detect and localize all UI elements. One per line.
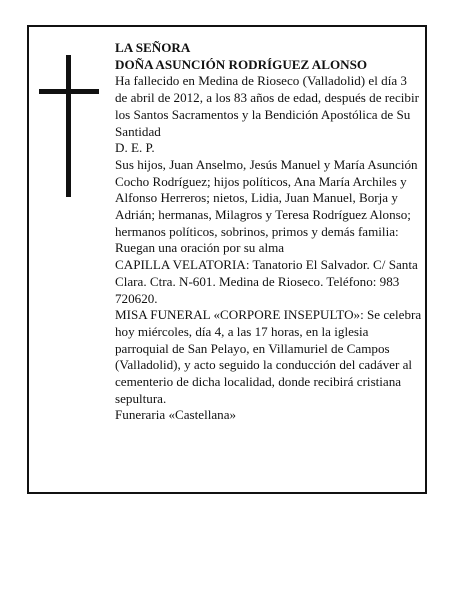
chapel-label: CAPILLA VELATORIA: <box>115 257 250 273</box>
cross-icon <box>39 55 99 197</box>
mass-info <box>115 307 422 407</box>
announcement: Ha fallecido en Medina de Rioseco (Valladolid) el día 3 de abril de 2012, a los 83 años de edad, después de recibir los Santos Sacramentos y la Bendición Apostólica de Su Santidad <box>115 73 419 139</box>
mass-text: Se celebra hoy miércoles, día 4, a las 17 horas, en la iglesia parroquial de San Pelayo, en Villamuriel de Campos (Valladolid), y acto seguido la conducción del cadáver al cementerio de dicha localidad, donde recibirá cristiana sepultura. <box>115 307 422 406</box>
chapel-info <box>115 257 422 307</box>
chapel-text: Tanatorio El Salvador. C/ Santa Clara. Ctra. N-601. Medina de Rioseco. Teléfono: 983 720620. <box>115 257 418 306</box>
funeral-home: Funeraria «Castellana» <box>115 407 237 423</box>
prayer-line: Ruegan una oración por su alma <box>115 240 285 256</box>
deceased-name: DOÑA ASUNCIÓN RODRÍGUEZ ALONSO <box>115 56 368 72</box>
obituary-notice <box>27 25 427 494</box>
mass-label: MISA FUNERAL «CORPORE INSEPULTO»: <box>115 307 364 323</box>
obituary-text <box>115 40 422 424</box>
rip-line: D. E. P. <box>115 140 155 156</box>
family-list: Sus hijos, Juan Anselmo, Jesús Manuel y María Asunción Cocho Rodríguez; hijos políticos, Ana María Archiles y Alfonso Herreros; nietos, Lidia, Juan Manuel, Borja y Adrián; hermanas, Milagros y Teresa Rodríguez Alonso; hermanos políticos, sobrinos, primos y demás familia: <box>115 156 418 239</box>
title-line-1: LA SEÑORA <box>115 40 191 55</box>
